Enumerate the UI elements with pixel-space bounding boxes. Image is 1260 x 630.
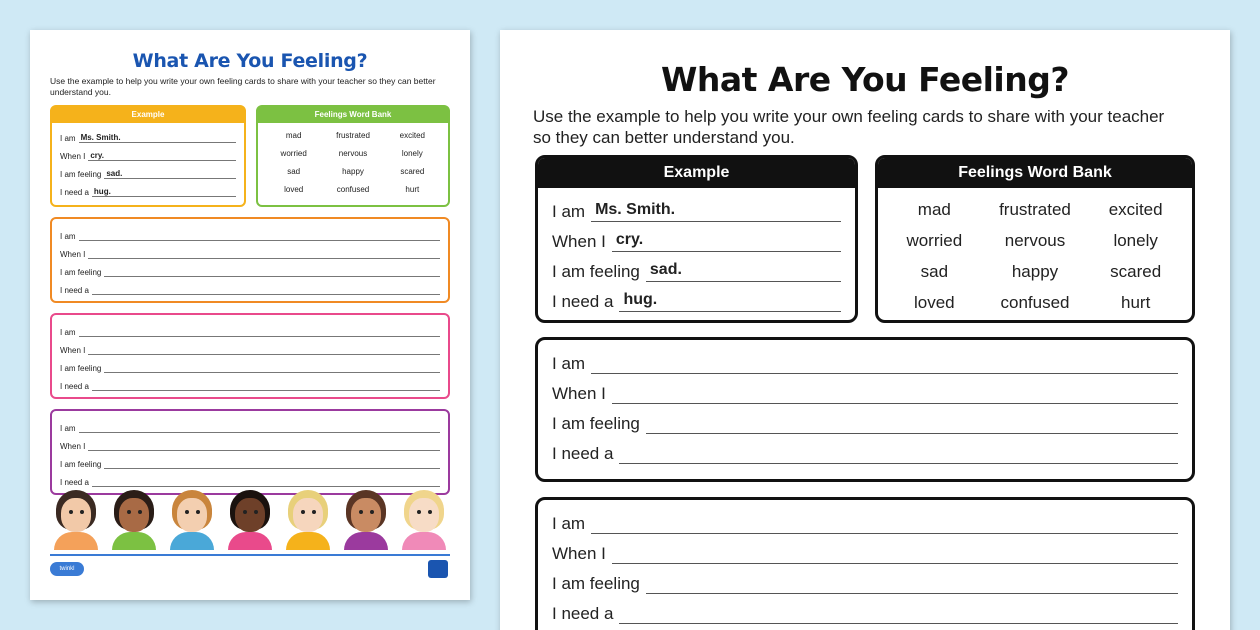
word: sad: [287, 167, 301, 176]
child-face-icon: [166, 490, 218, 550]
preview-word-bank: [256, 105, 450, 207]
preview-example-heading: Example: [52, 107, 244, 123]
blank-line[interactable]: [88, 345, 440, 355]
blank-line[interactable]: [79, 231, 440, 241]
preview-feeling-card: I am When I I am feeling I need a: [50, 409, 450, 495]
footer-divider: [50, 554, 450, 556]
word: scared: [1110, 262, 1162, 281]
word: mad: [917, 200, 951, 219]
example-row: When I cry.: [538, 222, 855, 252]
preview-word-grid: [258, 123, 448, 198]
preview-word-bank-heading: Feelings Word Bank: [258, 107, 448, 123]
word: loved: [914, 293, 955, 312]
page-title: What Are You Feeling?: [661, 60, 1069, 99]
child-face-icon: [224, 490, 276, 550]
blank-line[interactable]: [591, 512, 1178, 534]
preview-example-row: I am Ms. Smith.: [52, 125, 244, 143]
blank-line[interactable]: [104, 459, 440, 469]
example-row: I am feeling sad.: [538, 252, 855, 282]
worksheet-preview-color: [30, 30, 470, 600]
word: lonely: [1113, 231, 1158, 250]
word: nervous: [1004, 231, 1066, 250]
children-illustration: [50, 490, 450, 550]
word: excited: [399, 131, 425, 140]
blank-line[interactable]: [612, 382, 1178, 404]
instructions: Use the example to help you write your own feeling cards to share with your teacher so they can better understand you.: [533, 107, 1165, 147]
word: confused: [1000, 293, 1070, 312]
preview-feeling-card: I am When I I am feeling I need a: [50, 313, 450, 399]
word: lonely: [401, 149, 423, 158]
blank-line[interactable]: [79, 327, 440, 337]
blank-line[interactable]: [92, 285, 440, 295]
preview-feeling-card: I am When I I am feeling I need a: [50, 217, 450, 303]
word-bank-grid: [878, 188, 1192, 318]
blank-line[interactable]: [619, 602, 1178, 624]
example-row: I am Ms. Smith.: [538, 192, 855, 222]
preview-title: What Are You Feeling?: [132, 50, 368, 72]
example-box: [535, 155, 858, 323]
blank-line[interactable]: [88, 441, 440, 451]
child-face-icon: [340, 490, 392, 550]
child-face-icon: [398, 490, 450, 550]
word: mad: [285, 131, 302, 140]
child-face-icon: [282, 490, 334, 550]
blank-line[interactable]: [591, 352, 1178, 374]
brand-badge-icon: [428, 560, 448, 578]
word: happy: [1011, 262, 1059, 281]
example-heading: Example: [538, 158, 855, 188]
blank-line[interactable]: [646, 412, 1178, 434]
feeling-card: I am When I I am feeling I need a: [535, 337, 1195, 482]
word: worried: [906, 231, 963, 250]
word: worried: [280, 149, 307, 158]
word: scared: [400, 167, 425, 176]
word: loved: [284, 185, 304, 194]
word-bank-heading: Feelings Word Bank: [878, 158, 1192, 188]
child-face-icon: [108, 490, 160, 550]
word-bank-box: [875, 155, 1195, 323]
child-face-icon: [50, 490, 102, 550]
word: sad: [920, 262, 949, 281]
blank-line[interactable]: [92, 477, 440, 487]
word: happy: [342, 167, 364, 176]
blank-line[interactable]: [619, 442, 1178, 464]
word: nervous: [338, 149, 368, 158]
preview-example-box: [50, 105, 246, 207]
word: frustrated: [336, 131, 370, 140]
blank-line[interactable]: [79, 423, 440, 433]
blank-line[interactable]: [646, 572, 1178, 594]
preview-example-row: When I cry.: [52, 143, 244, 161]
example-row: I need a hug.: [538, 282, 855, 312]
word: excited: [1108, 200, 1163, 219]
worksheet-large: [500, 30, 1230, 630]
word: confused: [336, 185, 370, 194]
preview-example-row: I need a hug.: [52, 179, 244, 197]
preview-example-row: I am feeling sad.: [52, 161, 244, 179]
feeling-card: I am When I I am feeling I need a: [535, 497, 1195, 630]
brand-logo: twinkl: [50, 562, 84, 576]
blank-line[interactable]: [104, 267, 440, 277]
word: frustrated: [999, 200, 1071, 219]
blank-line[interactable]: [92, 381, 440, 391]
blank-line[interactable]: [104, 363, 440, 373]
blank-line[interactable]: [88, 249, 440, 259]
preview-instructions: Use the example to help you write your own feeling cards to share with your teacher so they can better understand you.: [50, 76, 436, 97]
blank-line[interactable]: [612, 542, 1178, 564]
word: hurt: [405, 185, 420, 194]
word: hurt: [1121, 293, 1151, 312]
